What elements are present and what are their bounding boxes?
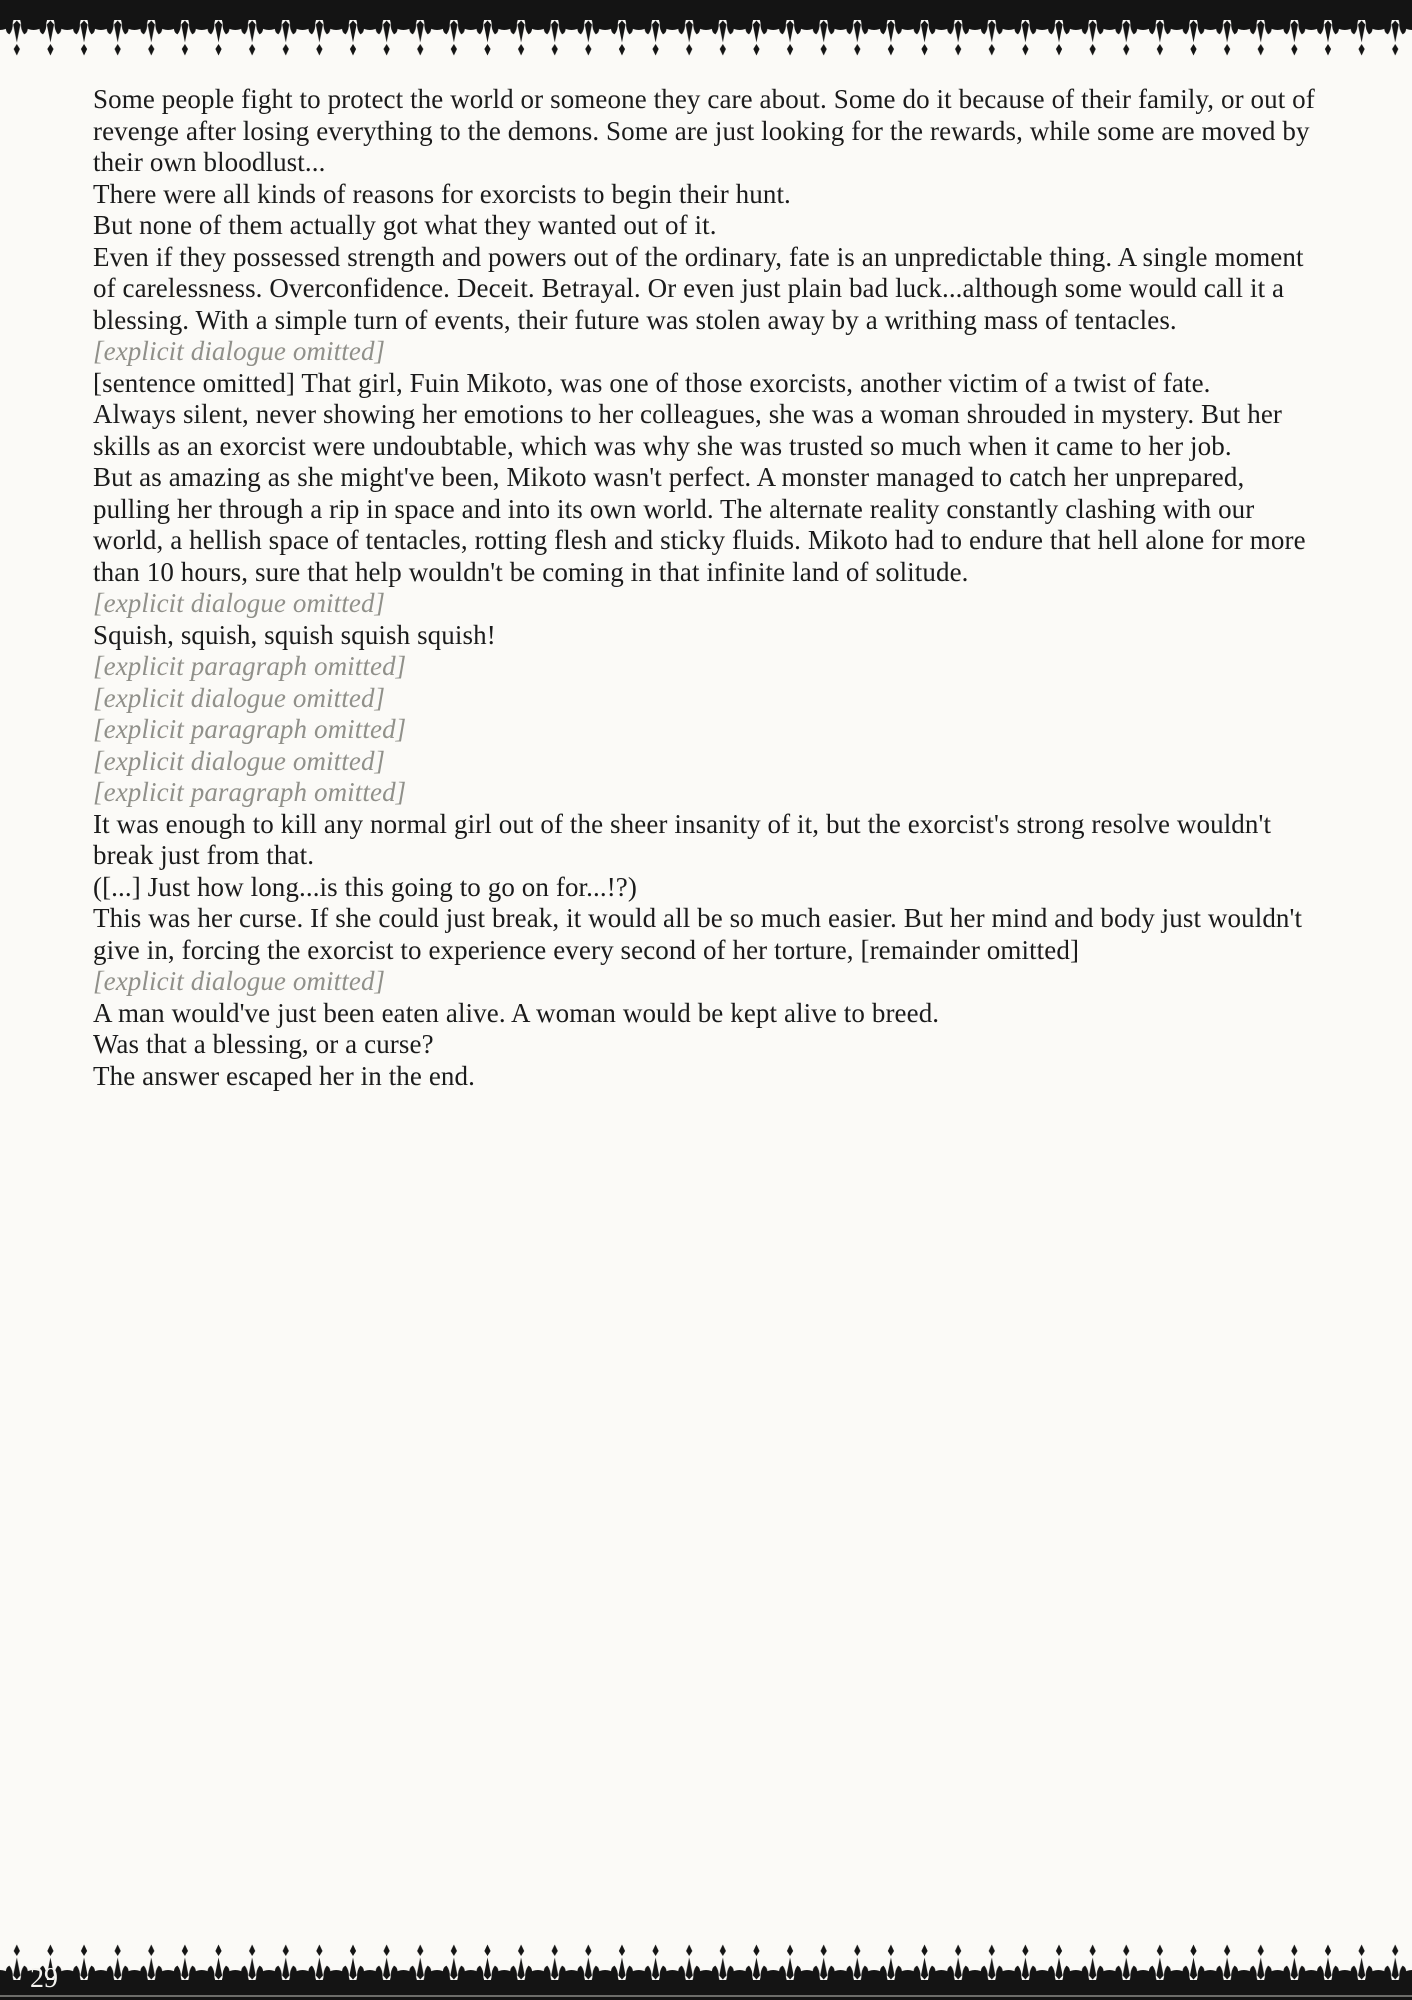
paragraph: Some people fight to protect the world or someone they care about. Some do it because of their family, or out of revenge after losing everything to the demons. Some are just looking for the rewards, while some are moved by their own bloodlust...	[93, 84, 1315, 177]
omitted-paragraph: [explicit dialogue omitted]	[93, 336, 386, 366]
omitted-paragraph: [explicit paragraph omitted]	[93, 714, 407, 744]
omitted-paragraph: [explicit paragraph omitted]	[93, 651, 407, 681]
paragraph: [sentence omitted] That girl, Fuin Mikoto, was one of those exorcists, another victim of a twist of fate.	[93, 367, 1211, 398]
omitted-paragraph: [explicit dialogue omitted]	[93, 588, 386, 618]
paragraph: Squish, squish, squish squish squish!	[93, 619, 496, 650]
paragraph: Was that a blessing, or a curse?	[93, 1029, 434, 1059]
paragraph: Always silent, never showing her emotions to her colleagues, she was a woman shrouded in mystery. But her skills as an exorcist were undoubtable, which was why she was trusted so much when it came to her job.	[93, 399, 1282, 461]
omitted-paragraph: [explicit dialogue omitted]	[93, 682, 386, 713]
paragraph: But as amazing as she might've been, Mikoto wasn't perfect. A monster managed to catch her unprepared, pulling her through a rip in space and into its own world. The alternate reality constantly clashing with our world, a hellish space of tentacles, rotting flesh and sticky fluids. Mikoto had to endure that hell alone for more than 10 hours, sure that help wouldn't be coming in that infinite land of solitude.	[93, 462, 1306, 587]
paragraph: There were all kinds of reasons for exorcists to begin their hunt.	[93, 178, 791, 209]
fleur-de-lis-border-top-icon	[0, 0, 1412, 58]
omitted-paragraph: [explicit paragraph omitted]	[93, 777, 407, 807]
scan-edge-line	[0, 1995, 1412, 1997]
fleur-de-lis-border-bottom-icon	[0, 1942, 1412, 2000]
paragraph: A man would've just been eaten alive. A woman would be kept alive to breed.	[93, 997, 940, 1028]
paragraph: This was her curse. If she could just break, it would all be so much easier. But her mind and body just wouldn't give in, forcing the exorcist to experience every second of her torture, [remainder omitted]	[93, 903, 1303, 965]
page-number: 29	[30, 1963, 58, 1994]
paragraph: ([...] Just how long...is this going to go on for...!?)	[93, 871, 637, 902]
omitted-paragraph: [explicit dialogue omitted]	[93, 966, 386, 996]
paragraph: It was enough to kill any normal girl out of the sheer insanity of it, but the exorcist's strong resolve wouldn't break just from that.	[93, 808, 1272, 870]
page-text	[93, 84, 1325, 1092]
paragraph: The answer escaped her in the end.	[93, 1060, 475, 1091]
paragraph: Even if they possessed strength and powers out of the ordinary, fate is an unpredictable thing. A single moment of carelessness. Overconfidence. Deceit. Betrayal. Or even just plain bad luck...although some would call it a blessing. With a simple turn of events, their future was stolen away by a writhing mass of tentacles.	[93, 241, 1304, 335]
paragraph: But none of them actually got what they wanted out of it.	[93, 210, 717, 240]
omitted-paragraph: [explicit dialogue omitted]	[93, 745, 386, 776]
